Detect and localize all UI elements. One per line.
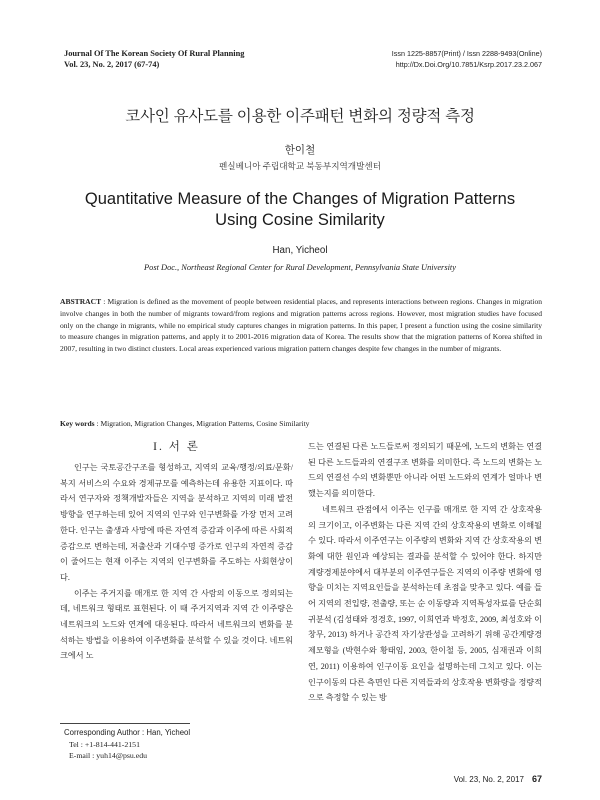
english-title (60, 189, 540, 231)
english-author: Han, Yicheol (272, 245, 328, 256)
footer-volume: Vol. 23, No. 2, 2017 (453, 775, 524, 784)
corresponding-author (64, 727, 190, 762)
issn: Issn 1225-8857(Print) / Issn 2288-9493(Online) (391, 49, 542, 58)
korean-affiliation: 펜실베니아 주립대학교 북동부지역개발센터 (218, 161, 382, 171)
keywords (60, 419, 542, 428)
corresponding-author-name: Corresponding Author : Han, Yicheol (64, 728, 191, 737)
abstract-label: ABSTRACT (60, 297, 102, 306)
keywords-label: Key words (60, 419, 95, 428)
journal-name: Journal Of The Korean Society Of Rural Planning (64, 49, 245, 58)
journal-volume: Vol. 23, No. 2, 2017 (67-74) (64, 60, 160, 69)
section-heading: I. 서 론 (153, 441, 200, 453)
corresponding-author-email[interactable]: E-mail : yuh14@psu.edu (69, 751, 147, 761)
abstract-text: : Migration is defined as the movement of people between residential places, and represents interactions between regions. Changes in migration involve changes in both the number of migrants toward/from regions and migration patterns across regions. However, most migration studies have focused only on the change in migrants, while no empirical study captures changes in migration patterns. In this paper, I present a function using the cosine similarity to measure changes in migration patterns, and apply it to 2001-2016 migration data of Korea. The results show that the migration patterns of Korea shifted in 2007, resulting in two distinct clusters. Local areas experienced various migration pattern changes despite few changes in the number of migrants. (60, 297, 542, 354)
korean-title: 코사인 유사도를 이용한 이주패턴 변화의 정량적 측정 (125, 108, 475, 125)
right-column (308, 439, 542, 706)
doi-link[interactable]: http://Dx.Doi.Org/10.7851/Ksrp.2017.23.2.067 (395, 60, 542, 69)
paragraph: 이주는 주거지를 매개로 한 지역 간 사람의 이동으로 정의되는데, 네트워크 형태로 표현된다. 이 때 주거지역과 지역 간 이주량은 네트워크의 노드와 연계에 대응된다. 따라서 네트워크의 변화를 분석하는 방법을 이용하여 이주변화를 분석할 수 있을 것이다. 네트워크에서 노 (60, 588, 293, 661)
journal-header (64, 48, 244, 70)
page-footer (454, 774, 542, 784)
footnote-divider (60, 723, 190, 724)
abstract (60, 296, 542, 355)
english-affiliation: Post Doc., Northeast Regional Center for Rural Development, Pennsylvania State University (144, 263, 456, 272)
paragraph: 네트워크 관점에서 이주는 인구를 매개로 한 지역 간 상호작용의 크기이고, 이주변화는 다른 지역 간의 상호작용의 변화로 이해될 수 있다. 따라서 이주연구는 이주량의 변화와 지역 간 상호작용의 변화에 대한 원인과 예상되는 결과를 분석할 수 있어야 한다. 하지만 계량경제분야에서 대부분의 이주연구들은 지역의 이주량 변화에 영향을 미치는 지역요인들을 분석하는데 초점을 맞추고 있다. 예를 들어 지역의 전입량, 전출량, 또는 순 이동량과 지역특성자료를 단순회귀분석 (김성태와 정경호, 1997, 이희연과 박정호, 2009, 최성호와 이창무, 2013) 하거나 공간적 자기상관성을 고려하기 위해 공간계량경제모형을 (박현수와 황태임, 2003, 한이철 등, 2005, 심재권과 이희연, 2011) 이용하여 인구이동 요인을 설명하는데 그치고 있다. 이는 인구이동의 다른 측면인 다른 지역들과의 상호작용 변화량을 정량적으로 측정할 수 있는 방 (308, 504, 542, 703)
issn-header (392, 48, 542, 70)
corresponding-author-tel: Tel : +1-814-441-2151 (69, 739, 140, 749)
paragraph: 인구는 국토공간구조를 형성하고, 지역의 교육/행정/의료/문화/복지 서비스의 수요와 경제규모를 예측하는데 유용한 지표이다. 따라서 연구자와 정책개발자들은 지역을 분석하고 지역의 미래 발전방향을 연구하는데 있어 지역의 인구와 인구변화를 가장 먼저 고려한다. 인구는 출생과 사망에 따른 자연적 증감과 이주에 따른 사회적 증감으로 변하는데, 저출산과 기대수명 증가로 인구의 자연적 증감이 줄어드는 현재 이주는 지역의 인구변화를 주도하는 사회현상이다. (60, 463, 293, 582)
keywords-text: : Migration, Migration Changes, Migration Patterns, Cosine Similarity (94, 419, 310, 428)
korean-author: 한이철 (284, 144, 316, 156)
paragraph: 드는 연결된 다른 노드들로써 정의되기 때문에, 노드의 변화는 연결된 다른 노드들과의 연결구조 변화를 의미한다. 즉 노드의 변화는 노드의 연결선 수의 변화뿐만 아니라 어떤 노드와의 연계가 얼마나 변했는지를 의미한다. (308, 442, 542, 499)
page-number: 67 (531, 774, 542, 784)
english-title-line1: Quantitative Measure of the Changes of Migration Patterns (84, 190, 516, 208)
left-column (60, 460, 293, 664)
english-title-line2: Using Cosine Similarity (215, 211, 385, 229)
